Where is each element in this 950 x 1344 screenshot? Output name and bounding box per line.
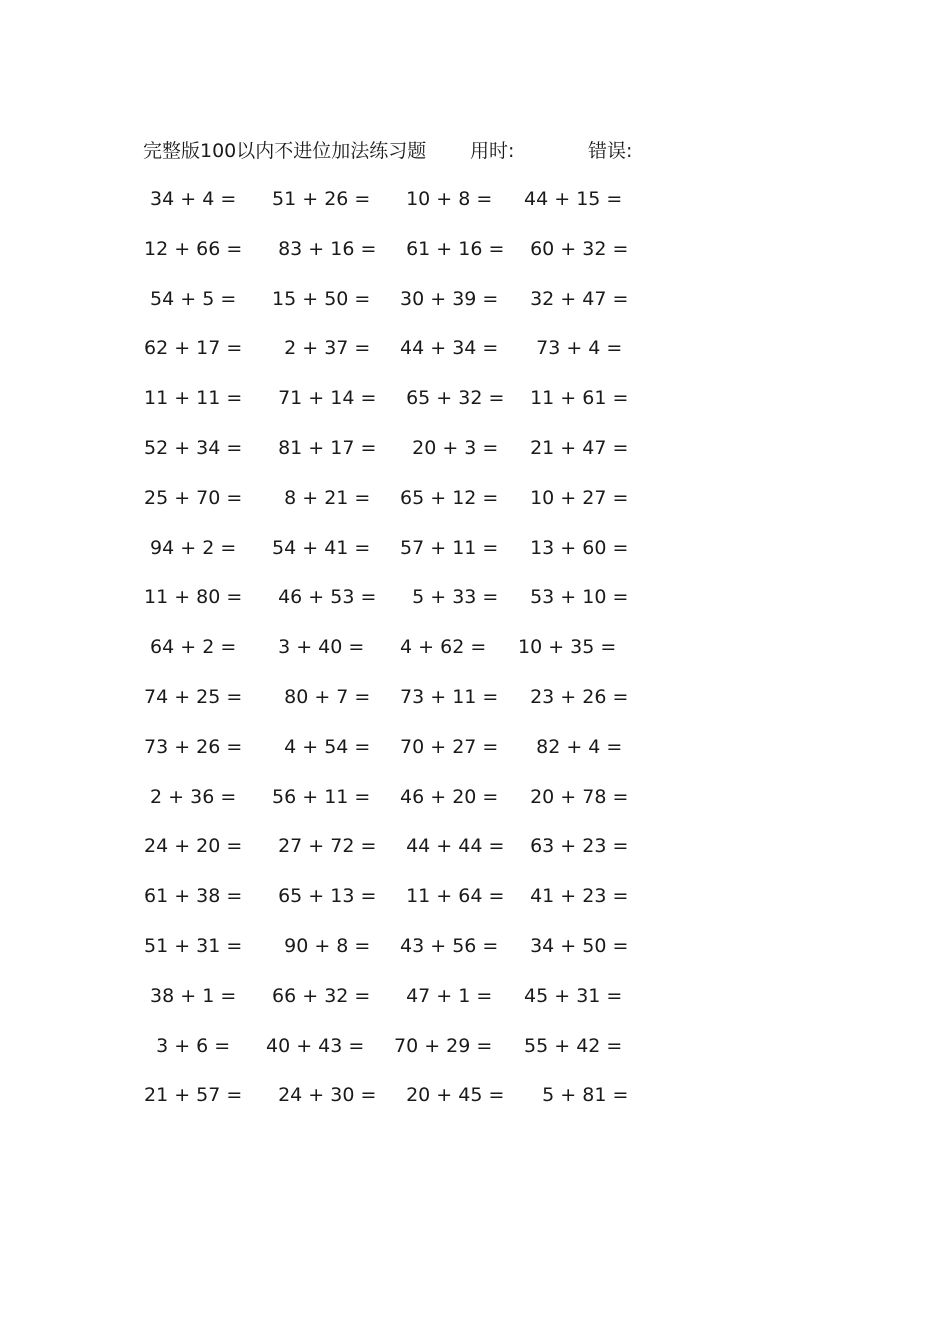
- addition-problem: 41 + 23 =: [518, 885, 629, 908]
- addition-problem: 23 + 26 =: [518, 685, 629, 708]
- problem-row: [0, 882, 950, 932]
- addition-problem: 11 + 80 =: [144, 586, 243, 609]
- problem-row: [0, 733, 950, 783]
- addition-problem: 64 + 2 =: [144, 636, 237, 659]
- addition-problem: 65 + 13 =: [266, 885, 377, 908]
- addition-problem: 73 + 11 =: [394, 685, 499, 708]
- addition-problem: 52 + 34 =: [144, 436, 243, 459]
- addition-problem: 11 + 64 =: [394, 885, 505, 908]
- problem-row: [0, 534, 950, 584]
- addition-problem: 10 + 27 =: [518, 486, 629, 509]
- addition-problem: 73 + 26 =: [144, 735, 243, 758]
- addition-problem: 44 + 44 =: [394, 835, 505, 858]
- addition-problem: 65 + 32 =: [394, 387, 505, 410]
- addition-problem: 5 + 81 =: [518, 1084, 629, 1107]
- addition-problem: 3 + 40 =: [266, 636, 365, 659]
- addition-problem: 66 + 32 =: [266, 984, 371, 1007]
- addition-problem: 34 + 4 =: [144, 188, 237, 210]
- addition-problem: 51 + 26 =: [266, 188, 371, 210]
- addition-problem: 25 + 70 =: [144, 486, 243, 509]
- addition-problem: 20 + 78 =: [518, 785, 629, 808]
- addition-problem: 57 + 11 =: [394, 536, 499, 559]
- problem-row: [0, 832, 950, 882]
- addition-problem: 62 + 17 =: [144, 337, 243, 360]
- addition-problem: 21 + 57 =: [144, 1084, 243, 1107]
- addition-problem: 90 + 8 =: [266, 934, 371, 957]
- addition-problem: 4 + 62 =: [394, 636, 487, 659]
- addition-problem: 44 + 15 =: [518, 188, 623, 210]
- addition-problem: 51 + 31 =: [144, 934, 243, 957]
- problem-row: [0, 633, 950, 683]
- addition-problem: 24 + 20 =: [144, 835, 243, 858]
- addition-problem: 54 + 5 =: [144, 287, 237, 310]
- problem-row: [0, 334, 950, 384]
- worksheet-title: 完整版100以内不进位加法练习题: [143, 140, 427, 162]
- addition-problem: 54 + 41 =: [266, 536, 371, 559]
- addition-problem: 56 + 11 =: [266, 785, 371, 808]
- addition-problem: 80 + 7 =: [266, 685, 371, 708]
- problem-row: [0, 683, 950, 733]
- addition-problem: 10 + 35 =: [518, 636, 617, 659]
- addition-problem: 3 + 6 =: [144, 1034, 231, 1057]
- addition-problem: 21 + 47 =: [518, 436, 629, 459]
- addition-problem: 43 + 56 =: [394, 934, 499, 957]
- addition-problem: 46 + 20 =: [394, 785, 499, 808]
- addition-problem: 70 + 27 =: [394, 735, 499, 758]
- worksheet-header: [0, 137, 950, 165]
- addition-problem: 46 + 53 =: [266, 586, 377, 609]
- problem-grid: [0, 185, 950, 1131]
- addition-problem: 61 + 38 =: [144, 885, 243, 908]
- problem-row: [0, 285, 950, 335]
- addition-problem: 10 + 8 =: [394, 188, 493, 210]
- addition-problem: 94 + 2 =: [144, 536, 237, 559]
- addition-problem: 2 + 37 =: [266, 337, 371, 360]
- addition-problem: 24 + 30 =: [266, 1084, 377, 1107]
- addition-problem: 34 + 50 =: [518, 934, 629, 957]
- problem-row: [0, 1032, 950, 1082]
- addition-problem: 40 + 43 =: [266, 1034, 365, 1057]
- problem-row: [0, 484, 950, 534]
- addition-problem: 20 + 3 =: [394, 436, 499, 459]
- problem-row: [0, 384, 950, 434]
- addition-problem: 82 + 4 =: [518, 735, 623, 758]
- addition-problem: 70 + 29 =: [394, 1034, 493, 1057]
- problem-row: [0, 1081, 950, 1131]
- addition-problem: 53 + 10 =: [518, 586, 629, 609]
- addition-problem: 20 + 45 =: [394, 1084, 505, 1107]
- addition-problem: 47 + 1 =: [394, 984, 493, 1007]
- problem-row: [0, 235, 950, 285]
- addition-problem: 4 + 54 =: [266, 735, 371, 758]
- addition-problem: 60 + 32 =: [518, 237, 629, 260]
- addition-problem: 71 + 14 =: [266, 387, 377, 410]
- addition-problem: 81 + 17 =: [266, 436, 377, 459]
- addition-problem: 11 + 61 =: [518, 387, 629, 410]
- addition-problem: 5 + 33 =: [394, 586, 499, 609]
- addition-problem: 73 + 4 =: [518, 337, 623, 360]
- problem-row: [0, 185, 950, 235]
- addition-problem: 27 + 72 =: [266, 835, 377, 858]
- error-label: 错误:: [588, 140, 633, 162]
- problem-row: [0, 434, 950, 484]
- addition-problem: 2 + 36 =: [144, 785, 237, 808]
- problem-row: [0, 583, 950, 633]
- addition-problem: 45 + 31 =: [518, 984, 623, 1007]
- addition-problem: 13 + 60 =: [518, 536, 629, 559]
- addition-problem: 61 + 16 =: [394, 237, 505, 260]
- addition-problem: 8 + 21 =: [266, 486, 371, 509]
- problem-row: [0, 982, 950, 1032]
- addition-problem: 38 + 1 =: [144, 984, 237, 1007]
- problem-row: [0, 932, 950, 982]
- addition-problem: 63 + 23 =: [518, 835, 629, 858]
- addition-problem: 55 + 42 =: [518, 1034, 623, 1057]
- addition-problem: 30 + 39 =: [394, 287, 499, 310]
- time-label: 用时:: [470, 140, 515, 162]
- addition-problem: 32 + 47 =: [518, 287, 629, 310]
- addition-problem: 15 + 50 =: [266, 287, 371, 310]
- addition-problem: 74 + 25 =: [144, 685, 243, 708]
- addition-problem: 65 + 12 =: [394, 486, 499, 509]
- addition-problem: 11 + 11 =: [144, 387, 243, 410]
- addition-problem: 12 + 66 =: [144, 237, 243, 260]
- problem-row: [0, 783, 950, 833]
- addition-problem: 83 + 16 =: [266, 237, 377, 260]
- addition-problem: 44 + 34 =: [394, 337, 499, 360]
